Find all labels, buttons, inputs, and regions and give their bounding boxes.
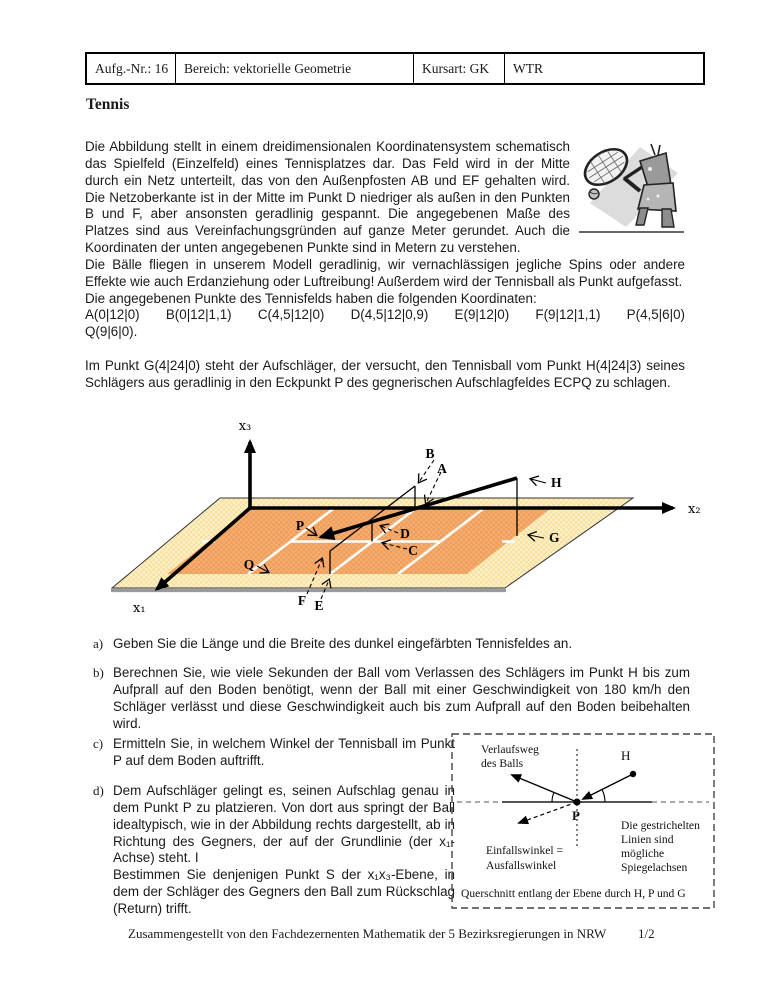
point-label-e: E — [314, 598, 324, 613]
question-d-text-2: Bestimmen Sie denjenigen Punkt S der x₁x₃-Ebene, in dem der Schläger des Gegners den Ball zum Rückschlag (Return) trifft. — [113, 867, 455, 916]
tennis-player-clipart — [578, 141, 685, 235]
intro-paragraph-2: Die Bälle fliegen in unserem Modell geradlinig, wir vernachlässigen jegliche Spins oder andere Effekte wie auch Erdanziehung oder Luftreibung! Außerdem wird der Tennisball als Punkt aufgefasst. — [85, 256, 685, 289]
header-cell-tool: WTR — [513, 60, 543, 76]
question-c-label: c) — [93, 736, 104, 751]
question-b-label: b) — [93, 665, 104, 680]
question-d-text — [113, 783, 455, 918]
tennis-player-illustration — [578, 141, 685, 235]
leader-b — [419, 460, 434, 482]
question-b — [93, 665, 690, 732]
x1-axis-label: x₁ — [133, 601, 146, 616]
x2-axis-label: x₂ — [688, 502, 701, 517]
question-a-label: a) — [93, 636, 104, 651]
point-label-h: H — [551, 475, 562, 490]
point-label-a: A — [437, 461, 447, 476]
entry-angle-arc — [602, 790, 605, 803]
court-diagram — [85, 416, 710, 632]
outgoing-ball-ray — [512, 775, 577, 802]
question-c-text: Ermitteln Sie, in welchem Winkel der Tennisball im Punkt P auf dem Boden auftrifft. — [113, 736, 455, 768]
intro-paragraph-3: Die angegebenen Punkte des Tennisfelds haben die folgenden Koordinaten: — [85, 290, 537, 306]
path-label-line2: des Balls — [481, 757, 524, 770]
mirrored-ray — [519, 802, 577, 823]
intro-paragraph-4: Im Punkt G(4|24|0) steht der Aufschläger, der versucht, den Tennisball vom Punkt H(4|24|3) seines Schlägers aus geradlinig in den Eckpunkt P des gegnerischen Aufschlagfeldes ECPQ zu schlagen. — [85, 358, 685, 390]
point-label-q: Q — [243, 557, 255, 572]
point-p-dot — [574, 799, 581, 806]
page-number: 1/2 — [638, 926, 655, 941]
angle-note-line1: Einfallswinkel = — [486, 844, 564, 857]
point-label-d: D — [400, 526, 410, 541]
leader-h — [531, 479, 546, 483]
page-title: Tennis — [86, 96, 130, 113]
header-table — [85, 52, 705, 85]
question-a — [93, 636, 693, 653]
header-cell-aufgabe: Aufg.-Nr.: 16 — [87, 54, 176, 83]
point-label-c: C — [408, 543, 418, 558]
coordinates-line-2: Q(9|6|0). — [85, 324, 138, 340]
header-cell-kursart: Kursart: GK — [414, 54, 505, 83]
point-h-dot — [630, 771, 636, 777]
header-cell-bereich: Bereich: vektorielle Geometrie — [176, 54, 414, 83]
point-label-f: F — [297, 593, 307, 608]
inset-p-label: P — [572, 808, 580, 823]
inset-caption: Querschnitt entlang der Ebene durch H, P und G — [461, 887, 686, 900]
question-c — [93, 736, 455, 770]
question-d-text-1: Dem Aufschläger gelingt es, seinen Aufschlag genau in dem Punkt P zu platzieren. Von dort aus springt der Ball idealtypisch, wie in der Abbildung rechts dargestellt, ab in Richtung des Gegners, der auf der Grundlinie (der x₁-Achse) steht. I — [113, 783, 455, 866]
question-a-text: Geben Sie die Länge und die Breite des dunkel eingefärbten Tennisfeldes an. — [113, 636, 573, 651]
point-label-b: B — [425, 446, 435, 461]
question-d-label: d) — [93, 783, 104, 798]
mirror-note-line1: Die gestrichelten — [621, 819, 700, 832]
bounce-inset-diagram — [451, 733, 715, 909]
inset-h-label: H — [621, 748, 631, 763]
court-diagram-svg — [85, 416, 710, 632]
coordinates-line-1: A(0|12|0) B(0|12|1,1) C(4,5|12|0) D(4,5|12|0,9) E(9|12|0) F(9|12|1,1) P(4,5|6|0) — [85, 307, 685, 323]
bounce-inset-svg — [451, 733, 715, 909]
footer-credit: Zusammengestellt von den Fachdezernenten Mathematik der 5 Bezirksregierungen in NRW — [128, 926, 607, 941]
intro-paragraph-1: Die Abbildung stellt in einem dreidimensionalen Koordinatensystem schematisch das Spielfeld (Einzelfeld) eines Tennisplatzes dar. Das Feld wird in der Mitte durch ein Netz unterteilt, das von den Außenpfosten AB und EF gehalten wird. Die Netzoberkante ist in der Mitte im Punkt D niedriger als außen in den Punkten B und F, aber ansonsten geradlinig gespannt. Die angegebenen Maße des Platzes sind aus Vereinfachungsgründen auf ganze Meter gerundet. Auch die Koordinaten der unten angegebenen Punkte sind in Metern zu verstehen. — [85, 139, 570, 256]
mirror-note-line3: mögliche — [621, 847, 665, 860]
path-label-line1: Verlaufsweg — [481, 743, 539, 756]
mirror-note-line2: Linien sind — [621, 833, 674, 846]
point-label-p: P — [295, 518, 305, 533]
question-b-text: Berechnen Sie, wie viele Sekunden der Ball vom Verlassen des Schlägers im Punkt H bis zum Aufprall auf den Boden benötigt, wenn der Ball mit einer Geschwindigkeit von 180 km/h den Schläger verlässt und diese Geschwindigkeit auch bis zum Aufprall auf den Boden beibehalten wird. — [113, 665, 690, 731]
x3-axis-label: x₃ — [238, 419, 252, 434]
incoming-ball-ray — [583, 774, 633, 799]
mirror-note-line4: Spiegelachsen — [621, 861, 688, 874]
angle-note-line2: Ausfallswinkel — [486, 859, 557, 872]
point-label-g: G — [549, 530, 560, 545]
exit-angle-arc — [552, 792, 554, 802]
intro-text — [85, 139, 685, 392]
question-d — [93, 783, 455, 918]
